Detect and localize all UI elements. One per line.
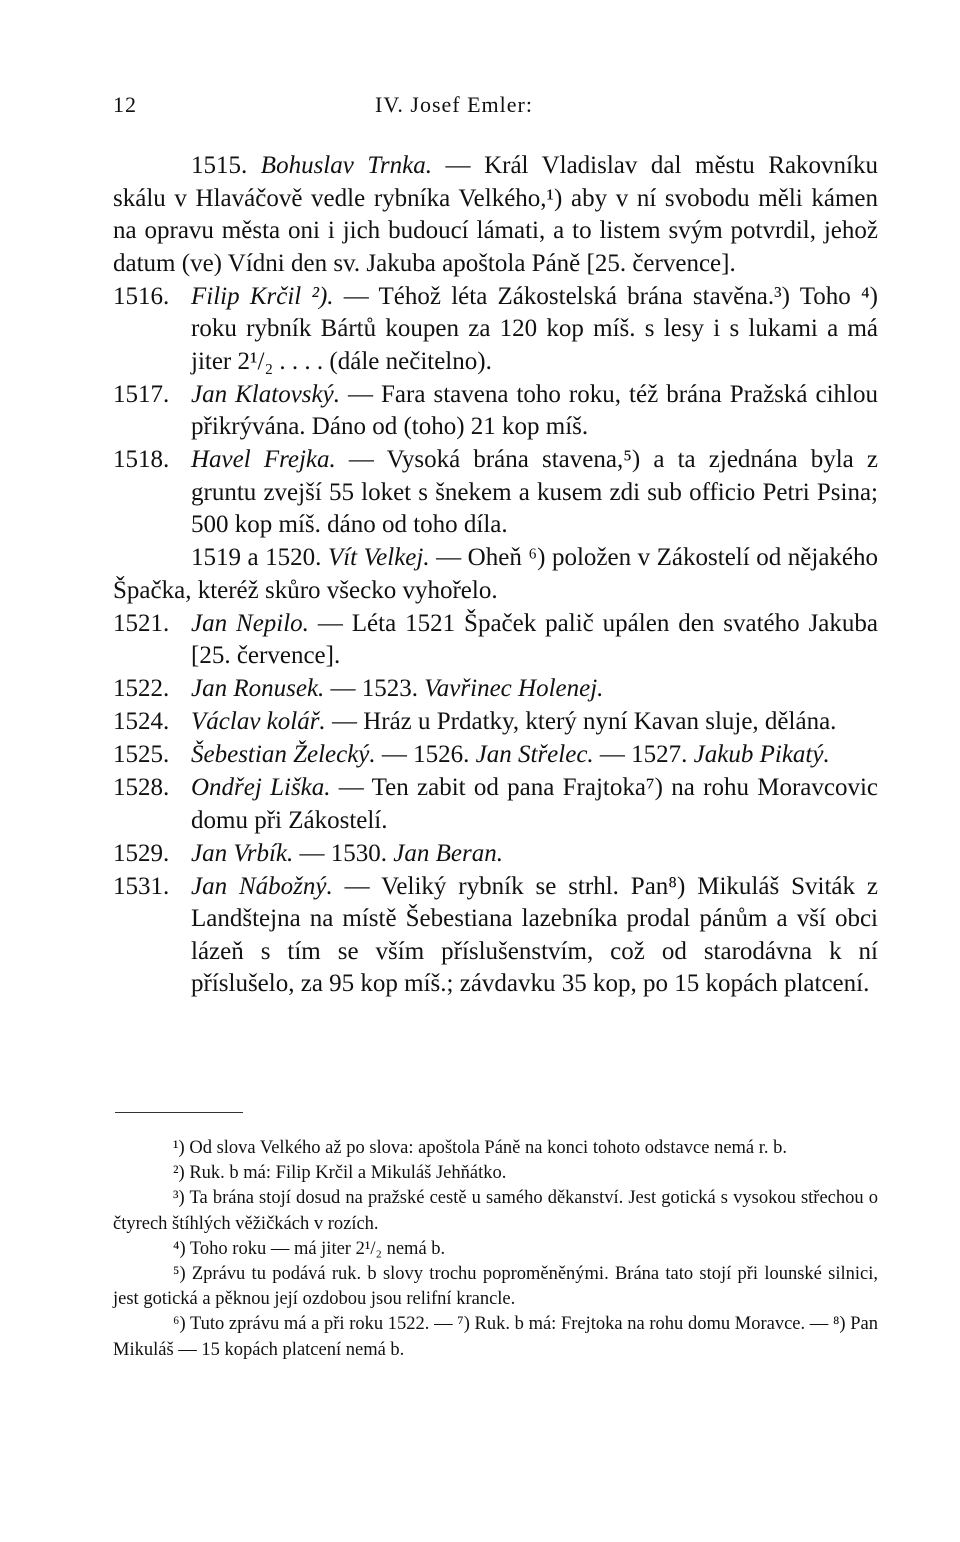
entry-1517: [113, 379, 878, 444]
entry-year: 1531.: [113, 872, 170, 900]
entry-1522: [113, 673, 878, 706]
entry-text: — Oheň ⁶) položen v Zákostelí od nějakého Špačka, kteréž skůro všecko vyhořelo.: [113, 544, 879, 604]
entry-1528: [113, 772, 878, 837]
entry-name-2: Jan Střelec.: [475, 741, 594, 768]
entry-year: 1521.: [113, 609, 170, 637]
entry-name: Filip Krčil ²).: [191, 282, 334, 310]
entry-name: Jan Nepilo.: [191, 609, 309, 637]
entry-year: 1516.: [113, 282, 170, 310]
entry-1516: [113, 281, 878, 379]
footnote-2: ²) Ruk. b má: Filip Krčil a Mikuláš Jehňátko.: [173, 1163, 507, 1184]
entry-year: 1517.: [113, 380, 170, 408]
entry-text: — Vysoká brána stavena,⁵) a ta zjednána byla z gruntu zvejší 55 loket s šnekem a kusem zdi sub officio Petri Psina; 500 kop míš. dáno od toho díla.: [191, 446, 878, 538]
entry-1529: [113, 838, 878, 871]
entry-1531: [113, 871, 878, 1001]
entry-text: — Veliký rybník se strhl. Pan⁸) Mikuláš Sviták z Landštejna na místě Šebestiana lazebníka prodal pánům a vší obci lázeň s tím se vším příslušenstvím, což od starodávna k ní příslušelo, za 95 kop míš.; závdavku 35 kop, po 15 kopách platcení.: [191, 872, 878, 997]
entry-year: 1529.: [113, 839, 170, 867]
entry-year: 1525.: [113, 741, 170, 768]
entry-name-3: Jakub Pikatý.: [693, 741, 830, 768]
footnote-5: ⁵) Zprávu tu podává ruk. b slovy trochu poproměněnými. Brána tato stojí při lounské silnici, jest gotická a pěknou její ozdobou jsou relifní krancle.: [113, 1264, 878, 1310]
footnote-divider: [115, 1112, 243, 1113]
entry-text: — Téhož léta Zákostelská brána stavěna.³) Toho ⁴) roku rybník Bártů koupen za 120 kop míš. s lesy i s lukami a má jiter 2¹/₂ . . . . (dále nečitelno).: [191, 282, 879, 375]
footnote-4: ⁴) Toho roku — má jiter 2¹/₂ nemá b.: [173, 1238, 446, 1259]
entry-text-2: — 1527.: [593, 741, 694, 768]
footnote-3: ³) Ta brána stojí dosud na pražské cestě u samého děkanství. Jest gotická s vysokou střechou o čtyrech štíhlých věžičkách v rozích.: [113, 1188, 878, 1234]
entry-text: — 1526.: [375, 741, 476, 768]
entry-name: Vít Velkej.: [327, 544, 430, 571]
footnotes: [113, 1136, 878, 1363]
entry-text: — 1523.: [324, 675, 425, 702]
entry-1515: [113, 150, 878, 280]
entry-name: Jan Vrbík.: [191, 839, 294, 867]
entry-name-2: Vavřinec Holenej.: [424, 675, 604, 702]
entry-text: — Léta 1521 Špaček palič upálen den svatého Jakuba [25. července].: [191, 609, 878, 669]
entry-year: 1515.: [191, 152, 248, 179]
entry-1524: [113, 706, 878, 739]
entry-1519-1520: [113, 542, 878, 607]
entry-text: — 1530.: [293, 839, 394, 867]
entry-name: Jan Nábožný.: [191, 872, 333, 900]
running-title: IV. Josef Emler:: [375, 92, 533, 117]
entry-1525: [113, 739, 878, 772]
footnote-1: ¹) Od slova Velkého až po slova: apoštola Páně na konci tohoto odstavce nemá r. b.: [173, 1138, 788, 1158]
entry-name: Jan Ronusek.: [191, 675, 325, 702]
entry-text: — Král Vladislav dal městu Rakovníku skálu v Hlaváčově vedle rybníka Velkého,¹) aby v ní svobodu měli kámen na opravu města oni i jich budoucí lámati, a to listem svým potvrdil, jehož datum (ve) Vídni den sv. Jakuba apoštola Páně [25. července].: [113, 152, 878, 277]
entry-1521: [113, 608, 878, 673]
entry-year: 1522.: [113, 675, 170, 702]
entry-year: 1524.: [113, 708, 170, 735]
entry-year: 1528.: [113, 774, 170, 801]
entry-name: Jan Klatovský.: [191, 380, 340, 408]
entry-text: — Fara stavena toho roku, též brána Pražská cihlou přikrývána. Dáno od (toho) 21 kop míš.: [191, 380, 879, 440]
footnote-6-8: ⁶) Tuto zprávu má a při roku 1522. — ⁷) Ruk. b má: Frejtoka na rohu domu Moravce. — ⁸) Pan Mikuláš — 15 kopách platcení nemá b.: [113, 1314, 878, 1360]
entry-name: Ondřej Liška.: [191, 774, 331, 801]
entry-text: — Ten zabit od pana Frajtoka⁷) na rohu Moravcovic domu při Zákostelí.: [191, 774, 879, 834]
entry-name: Šebestian Želecký.: [191, 741, 376, 768]
page-header: [113, 92, 847, 128]
page-number: 12: [113, 92, 137, 117]
entry-year: 1519 a 1520.: [191, 544, 322, 571]
entry-name-2: Jan Beran.: [393, 839, 503, 867]
entry-name: Bohuslav Trnka.: [260, 152, 432, 179]
entry-year: 1518.: [113, 446, 170, 473]
chronicle-entries: [113, 150, 878, 1001]
entry-1518: [113, 444, 878, 542]
entry-text: — Hráz u Prdatky, který nyní Kavan sluje, dělána.: [325, 708, 837, 735]
entry-name: Havel Frejka.: [191, 446, 336, 473]
entry-name: Václav kolář.: [191, 708, 326, 735]
